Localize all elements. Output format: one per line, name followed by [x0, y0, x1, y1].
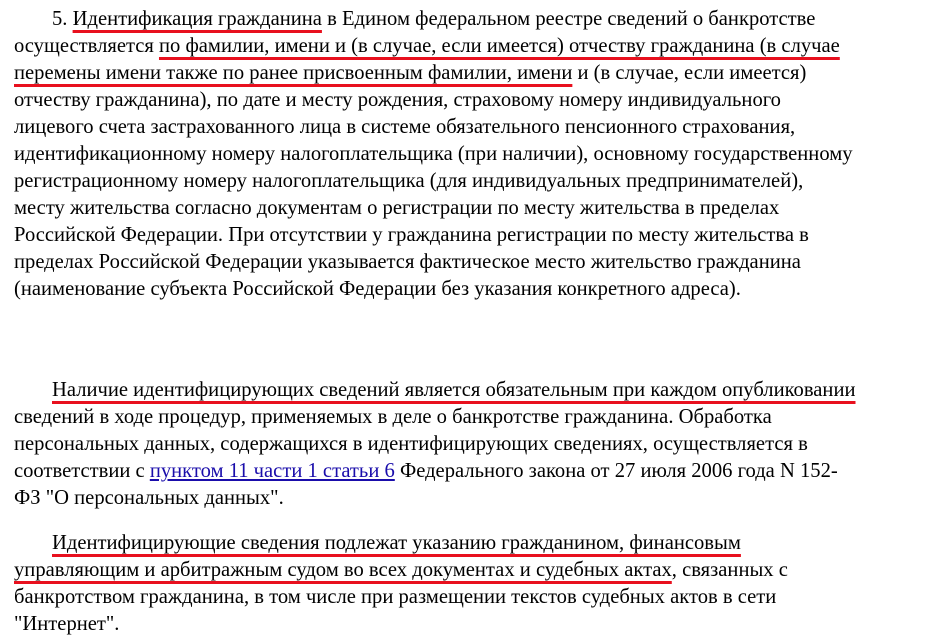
highlighted-phrase: Наличие идентифицирующих сведений является обязательным при каждом опубликовании [52, 379, 856, 401]
text-line: Российской Федерации. При отсутствии у гражданина регистрации по месту жительства в [14, 224, 809, 246]
highlighted-phrase: по фамилии, имени и (в случае, если имеется) отчеству гражданина (в случае [158, 35, 840, 57]
highlighted-phrase: Идентифицирующие сведения подлежат указанию гражданином, финансовым [52, 532, 741, 554]
text-line: ФЗ "О персональных данных". [14, 487, 284, 509]
text-line: персональных данных, содержащихся в идентифицирующих сведениях, осуществляется в [14, 433, 808, 455]
law-article-link[interactable]: пунктом 11 части 1 статьи 6 [149, 460, 395, 482]
text-line: осуществляется по фамилии, имени и (в случае, если имеется) отчеству гражданина (в случае [14, 35, 840, 57]
highlighted-phrase: управляющим и арбитражным судом во всех документах и судебных актах [14, 559, 672, 581]
text-line [52, 377, 856, 404]
text-line: перемены имени также по ранее присвоенным фамилии, имени и (в случае, если имеется) [14, 62, 807, 84]
text-line [52, 530, 741, 557]
text-line: управляющим и арбитражным судом во всех документах и судебных актах, связанных с [14, 559, 788, 581]
text-line: "Интернет". [14, 613, 120, 635]
text-line: 5. Идентификация гражданина в Едином федеральном реестре сведений о банкротстве [52, 8, 816, 30]
text-line: лицевого счета застрахованного лица в системе обязательного пенсионного страхования, [14, 116, 796, 138]
text-line: месту жительства согласно документам о регистрации по месту жительства в пределах [14, 197, 780, 219]
highlighted-phrase: перемены имени также по ранее присвоенным фамилии, имени [14, 62, 573, 84]
text-line: пределах Российской Федерации указывается фактическое место жительство гражданина [14, 251, 801, 273]
text-line: соответствии с пунктом 11 части 1 статьи 6 Федерального закона от 27 июля 2006 года N 152- [14, 460, 838, 482]
text-line: (наименование субъекта Российской Федерации без указания конкретного адреса). [14, 278, 741, 300]
text-line: идентификационному номеру налогоплательщика (при наличии), основному государственному [14, 143, 853, 165]
text-line: отчеству гражданина), по дате и месту рождения, страховому номеру индивидуального [14, 89, 781, 111]
text-line: банкротством гражданина, в том числе при размещении текстов судебных актов в сети [14, 586, 777, 608]
highlighted-phrase: Идентификация гражданина [72, 8, 322, 30]
text-line: регистрационному номеру налогоплательщика (для индивидуальных предпринимателей), [14, 170, 804, 192]
text-line: сведений в ходе процедур, применяемых в деле о банкротстве гражданина. Обработка [14, 406, 772, 428]
